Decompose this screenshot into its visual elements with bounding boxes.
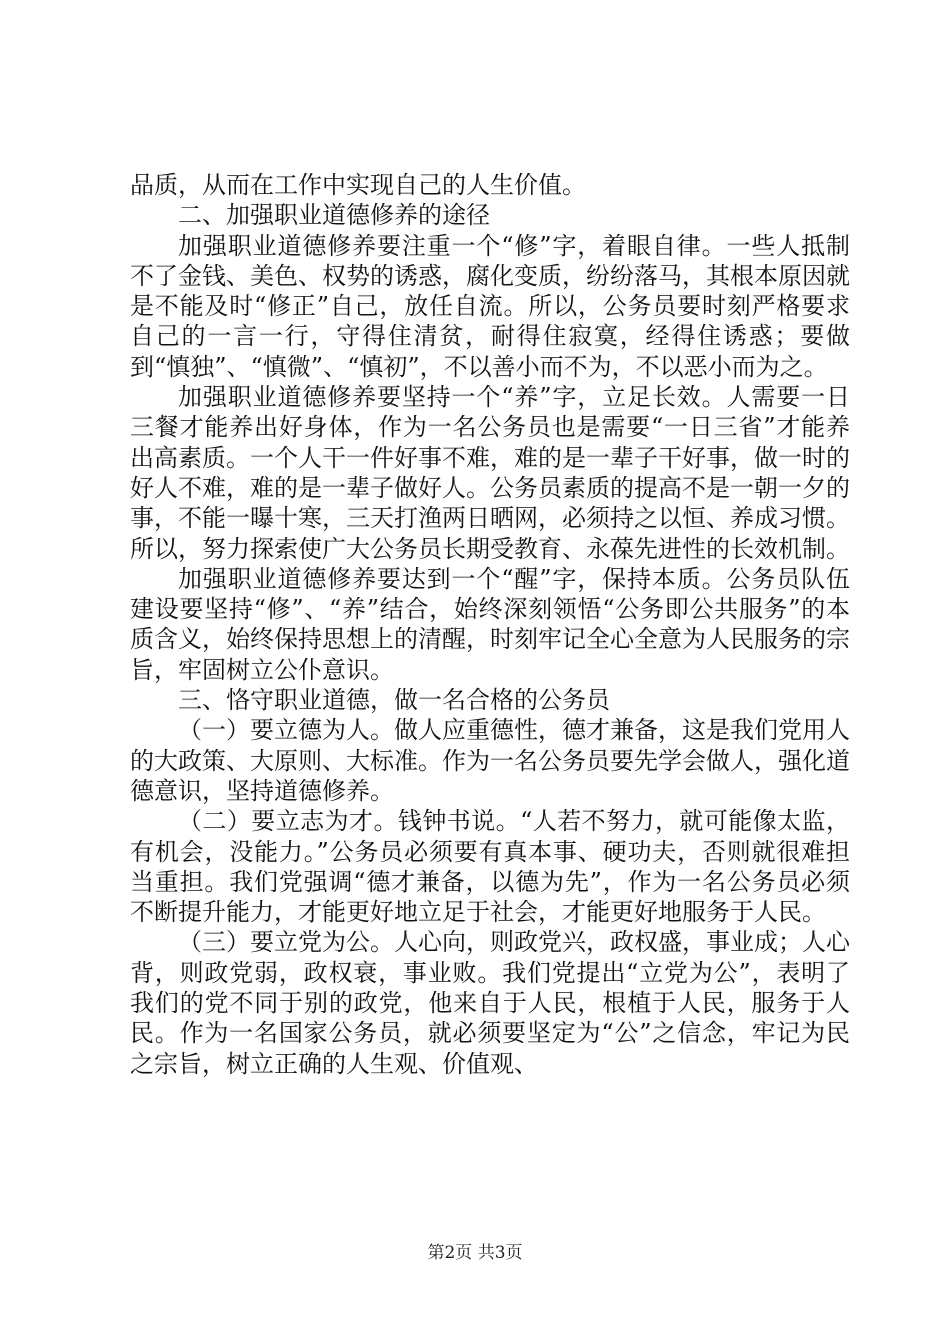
paragraph-item-1: （一）要立德为人。做人应重德性，德才兼备，这是我们党用人的大政策、大原则、大标准。作为一名公务员要先学会做人，强化道德意识，坚持道德修养。 <box>130 716 850 805</box>
section-heading-2: 二、加强职业道德修养的途径 <box>178 201 490 230</box>
paragraph-item-3: （三）要立党为公。人心向，则政党兴，政权盛，事业成；人心背，则政党弱，政权衰，事业败。我们党提出“立党为公”，表明了我们的党不同于别的政党，他来自于人民，根植于人民，服务于人民。作为一名国家公务员，就必须要坚定为“公”之信念，牢记为民之宗旨，树立正确的人生观、价值观、 <box>130 928 850 1078</box>
document-body <box>130 170 850 1079</box>
paragraph-xing: 加强职业道德修养要达到一个“醒”字，保持本质。公务员队伍建设要坚持“修”、“养”结合，始终深刻领悟“公务即公共服务”的本质含义，始终保持思想上的清醒，时刻牢记全心全意为人民服务的宗旨，牢固树立公仆意识。 <box>130 564 850 684</box>
paragraph-yang: 加强职业道德修养要坚持一个“养”字，立足长效。人需要一日三餐才能养出好身体，作为一名公务员也是需要“一日三省”才能养出高素质。一个人干一件好事不难，难的是一辈子干好事，做一时的好人不难，难的是一辈子做好人。公务员素质的提高不是一朝一夕的事，不能一曝十寒，三天打渔两日晒网，必须持之以恒、养成习惯。所以，努力探索使广大公务员长期受教育、永葆先进性的长效机制。 <box>130 383 850 563</box>
paragraph-item-2: （二）要立志为才。钱钟书说。“人若不努力，就可能像太监，有机会，没能力。”公务员必须要有真本事、硬功夫，否则就很难担当重担。我们党强调“德才兼备，以德为先”，作为一名公务员必须不断提升能力，才能更好地立足于社会，才能更好地服务于人民。 <box>130 807 850 927</box>
paragraph-xiu: 加强职业道德修养要注重一个“修”字，着眼自律。一些人抵制不了金钱、美色、权势的诱惑，腐化变质，纷纷落马，其根本原因就是不能及时“修正”自己，放任自流。所以，公务员要时刻严格要求自己的一言一行，守得住清贫，耐得住寂寞，经得住诱惑；要做到“慎独”、“慎微”、“慎初”，不以善小而不为，不以恶小而为之。 <box>130 231 850 381</box>
page-footer <box>0 1243 950 1263</box>
paragraph-continuation: 品质，从而在工作中实现自己的人生价值。 <box>130 171 586 199</box>
section-heading-3: 三、恪守职业道德，做一名合格的公务员 <box>178 686 610 715</box>
page-number-label: 第2页 共3页 <box>427 1243 523 1263</box>
